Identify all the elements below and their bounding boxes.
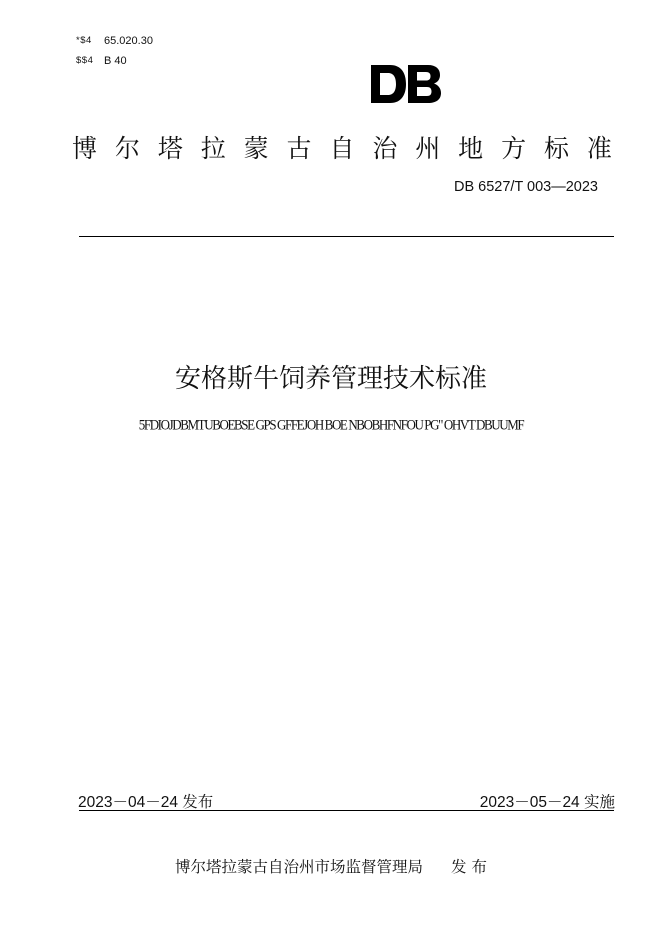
issuer-line — [0, 855, 662, 877]
org-title-char: 方 — [501, 134, 527, 163]
org-title-char: 自 — [329, 134, 355, 163]
org-title-char: 准 — [586, 134, 612, 163]
header-divider — [79, 236, 614, 237]
date-row — [78, 790, 615, 812]
ccs-code: B 40 — [104, 55, 127, 67]
english-title: 5FDIOJDBMTUBOEBSE GPS GFFEJOH BOE NBOBHFNFOU PG" OHVT DBUUMF — [138, 415, 524, 434]
org-title-char: 标 — [543, 134, 569, 163]
ccs-label: $$4 — [76, 55, 94, 66]
org-title-char: 州 — [415, 134, 441, 163]
org-title-char: 塔 — [157, 134, 183, 163]
implement-date: 2023－05－24 实施 — [479, 794, 615, 811]
standard-number: DB 6527/T 003—2023 — [453, 179, 598, 195]
footer-divider — [79, 810, 614, 811]
db-logo — [370, 64, 442, 104]
ics-label: *$4 — [76, 35, 92, 46]
org-title-char: 蒙 — [243, 134, 269, 163]
organization-title — [72, 129, 612, 165]
publish-date: 2023－04－24 发布 — [78, 794, 214, 811]
org-title-char: 拉 — [200, 134, 226, 163]
org-title-char: 地 — [458, 134, 484, 163]
org-title-char: 古 — [286, 134, 312, 163]
org-title-char: 博 — [72, 134, 98, 163]
org-title-char: 治 — [372, 134, 398, 163]
ccs-row — [76, 51, 153, 71]
classification-codes — [76, 31, 153, 71]
document-title: 安格斯牛饲养管理技术标准 — [174, 364, 487, 394]
ics-code: 65.020.30 — [104, 35, 153, 47]
issuer-name: 博尔塔拉蒙古自治州市场监督管理局 — [175, 858, 424, 876]
issuer-action: 发 布 — [451, 858, 487, 876]
org-title-char: 尔 — [114, 134, 140, 163]
ics-row — [76, 31, 153, 51]
